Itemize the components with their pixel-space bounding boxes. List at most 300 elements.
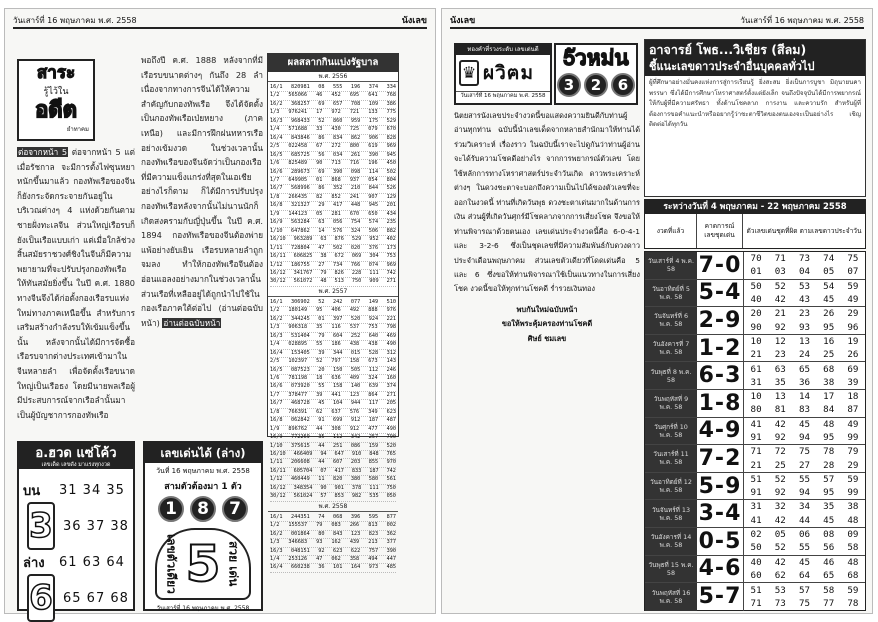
prediction-number: 59: [847, 280, 859, 292]
results-cell: 466409: [293, 451, 313, 458]
results-cell: 39: [316, 391, 323, 398]
results-cell: 924: [368, 315, 379, 322]
results-cell: 952: [369, 236, 379, 243]
prediction-number: 73: [774, 598, 786, 610]
results-row: [270, 367, 396, 375]
results-cell: 790: [386, 434, 396, 441]
results-cell: 001864: [291, 530, 310, 537]
results-cell: 63: [320, 236, 327, 243]
results-cell: 16/7: [270, 185, 283, 192]
ohw-prediction-box: [17, 441, 135, 618]
results-cell: 90: [316, 160, 323, 167]
results-cell: 123: [350, 530, 361, 537]
results-cell: 95: [316, 307, 323, 314]
results-cell: 907: [368, 193, 378, 200]
prediction-number: 64: [798, 569, 811, 581]
prediction-number: 10: [750, 335, 762, 347]
results-cell: 1/12: [270, 476, 283, 483]
prediction-number: 81: [774, 404, 786, 416]
prediction-number: 69: [847, 363, 859, 375]
results-cell: 16/4: [270, 134, 283, 141]
results-cell: 447: [386, 556, 396, 563]
prediction-number: 45: [798, 418, 811, 430]
prediction-number: 13: [798, 335, 811, 347]
prediction-number: 54: [823, 280, 835, 292]
prediction-number: 45: [798, 556, 811, 568]
results-cell: 158: [349, 358, 360, 365]
results-cell: 91: [318, 417, 325, 424]
results-cell: 1/6: [270, 374, 280, 381]
results-cell: 272: [331, 143, 341, 150]
results-cell: 438: [368, 341, 378, 348]
article-col2-text: พอถึงปี ค.ศ. 1888 หลังจากที่มีเรือรบขนาดต่างๆ กันถึง 28 ลำ เนื่องจากทางการจีนได้ให้ความสำคัญกับกองทัพเรือ จึงได้จัดตั้งเป็นกองทัพเรือเป่ยหยาง (ภาคเหนือ) และมีการฝึกฝนทหารเรืออย่างเข้มงวด ในช่วงเวลานั้นกองทัพเรือของจีนจัดว่าเป็นกองเรือที่มีความแข็งแกร่งที่สุดในเอเชีย อย่างไรก็ตาม ก็ได้มีการปรับปรุงกองทัพเรือหลังจากนั้นไม่นานนักก็เกิดสงครามกับญี่ปุ่นขึ้น ในปี ค.ศ. 1894 กองทัพเรือของจีนต้องพ่ายแพ้อย่างยับเยิน เรือรบหลายลำถูกจมลง ทำให้กองทัพเรือจีนต้องอ่อนแอลงอย่างมากในช่วงเวลานั้น ส่วนเรือที่เหลืออยู่ได้ถูกนำไปใช้ในกองเรือภาคใต้ต่อไป (อ่านต่อฉบับหน้า): [141, 55, 263, 328]
prediction-number: 21: [750, 349, 762, 361]
right-page-header: [450, 13, 864, 29]
prediction-number: 42: [774, 514, 786, 526]
results-row: [270, 177, 396, 185]
results-cell: 1/9: [270, 425, 280, 432]
logo-top-text: ทองคำที่รวงระดับ เลขเด่นดี: [456, 45, 550, 55]
lenden-single-digit: 5: [185, 535, 221, 593]
results-cell: 402: [386, 236, 396, 243]
results-cell: 35: [316, 324, 323, 331]
prediction-number: 58: [847, 542, 859, 554]
prediction-number: 78: [847, 598, 859, 610]
results-cell: 86: [318, 185, 325, 192]
results-cell: 261: [350, 151, 361, 158]
prediction-number: 55: [798, 542, 811, 554]
results-cell: 477: [368, 425, 378, 432]
results-cell: 513: [334, 278, 344, 285]
results-cell: 18: [316, 374, 323, 381]
results-cell: 158: [333, 383, 343, 390]
results-row: [270, 522, 396, 530]
results-cell: 912: [350, 417, 361, 424]
results-cell: 002: [386, 522, 396, 529]
prediction-pair: 5-9: [698, 473, 742, 499]
ajarn-paragraph: ผู้ที่ศึกษาอย่างมั่นคงแห่งการสู่การเรียนรู้ ยิ่งสะสม ยิ่งเป็นการบูชา มิถุนายนคาพรรษา ซึ่งได้มีการศึกษาโหราศาสตร์ตั้งแต่ยังเล็ก จนถึงปัจจุบันได้มีการพยากรณ์ให้กับผู้ที่มีความศรัทธา ทั้งด้านโชคลาภ การงาน และความรัก สำหรับผู้ที่ต้องการขอคำแนะนำหรืออยากรู้ว่าชะตาชีวิตของตนเองจะเป็นอย่างไร เชิญติดต่อได้ทุกวัน: [649, 79, 861, 128]
prediction-number: 41: [750, 514, 762, 526]
results-cell: 153405: [291, 349, 310, 356]
results-cell: 982: [351, 493, 362, 500]
prediction-number: 68: [823, 363, 835, 375]
results-cell: 766: [350, 261, 361, 268]
results-cell: 57: [320, 493, 327, 500]
results-cell: 864: [368, 391, 378, 398]
results-row: [270, 443, 396, 451]
results-cell: 695: [349, 92, 360, 99]
results-cell: 94: [320, 451, 327, 458]
results-cell: 844: [368, 185, 379, 192]
results-cell: 1/7: [270, 176, 280, 183]
results-cell: 069: [351, 253, 362, 260]
results-cell: 308: [331, 425, 341, 432]
results-cell: 439: [349, 539, 360, 546]
results-row: [270, 152, 396, 160]
results-cell: 377: [386, 539, 396, 546]
results-cell: 056: [333, 219, 343, 226]
results-cell: 203: [350, 459, 361, 466]
results-table-title: ผลสลากกินแบ่งรัฐบาล: [268, 54, 398, 72]
results-cell: 607: [333, 459, 343, 466]
results-cell: 647: [334, 451, 344, 458]
results-row: [270, 324, 396, 332]
prediction-date: วันศุกร์ที่ 10 พ.ค. 58: [645, 418, 697, 445]
prediction-number: 09: [847, 529, 859, 541]
prediction-number: 26: [847, 349, 859, 361]
results-cell: 281: [331, 210, 341, 217]
prediction-number: 27: [798, 459, 811, 471]
results-cell: 015: [350, 349, 361, 356]
results-cell: 92: [318, 547, 325, 554]
results-cell: 16/7: [270, 400, 283, 407]
prediction-number: 56: [823, 542, 835, 554]
results-cell: 374: [368, 84, 379, 90]
results-row: [270, 548, 396, 556]
results-cell: 833: [351, 467, 362, 474]
results-row: [270, 101, 396, 109]
results-cell: 909: [369, 278, 379, 285]
prediction-number: 60: [750, 569, 762, 581]
results-cell: 742: [386, 269, 396, 276]
results-row: [270, 514, 396, 522]
logo-name: ผวิฅม: [483, 62, 535, 84]
results-cell: 823: [368, 530, 379, 537]
results-cell: 213: [368, 539, 378, 546]
results-cell: 1/10: [270, 227, 283, 234]
results-cell: 757: [368, 547, 379, 554]
results-cell: 576: [349, 408, 360, 415]
prediction-number: 39: [847, 376, 859, 388]
results-cell: 386: [386, 100, 396, 107]
left-header-date: วันเสาร์ที่ 16 พฤษภาคม พ.ศ. 2558: [13, 15, 137, 25]
results-cell: 054: [368, 176, 378, 183]
results-cell: 104: [333, 400, 343, 407]
lenden-ball-2: 8: [190, 496, 216, 522]
results-row: [270, 434, 396, 442]
prediction-number: 40: [750, 294, 762, 306]
prediction-numbers: [743, 418, 865, 445]
ajarn-subtitle: ชี้แนะเลขดาวประจำอื่นบุคคลทั่วไป: [645, 60, 865, 76]
results-cell: 266: [349, 522, 360, 529]
magazine-logo: [454, 43, 552, 105]
results-cell: 52: [318, 298, 325, 305]
prediction-number: 05: [823, 266, 835, 278]
prediction-number: 57: [798, 584, 811, 596]
prediction-pair: 7-0: [698, 252, 742, 278]
results-row: [270, 253, 396, 261]
results-cell: 623: [333, 547, 343, 554]
results-cell: 969: [386, 261, 396, 268]
results-cell: 93: [316, 539, 323, 546]
prediction-number: 05: [774, 529, 786, 541]
left-page-header: [13, 13, 427, 29]
prediction-number: 38: [823, 376, 835, 388]
results-cell: 08: [318, 84, 325, 90]
results-cell: 077: [350, 298, 361, 305]
results-cell: 16/3: [270, 117, 283, 124]
results-cell: 647862: [291, 227, 310, 234]
prediction-date: วันพฤหัสที่ 9 พ.ค. 58: [645, 390, 697, 417]
prediction-number: 25: [774, 459, 786, 471]
results-cell: 271: [386, 391, 396, 398]
prediction-number: 36: [798, 376, 811, 388]
prediction-number: 95: [823, 321, 835, 333]
results-cell: 378: [351, 484, 362, 491]
results-cell: 1/4: [270, 341, 280, 348]
results-cell: 140: [350, 383, 361, 390]
prediction-number: 99: [847, 487, 859, 499]
results-cell: 772269: [291, 434, 310, 441]
prediction-pair: 3-4: [698, 501, 742, 527]
prediction-number: 04: [798, 266, 811, 278]
results-cell: 55: [318, 383, 325, 390]
lenden-prediction-box: [143, 441, 263, 611]
results-cell: 380: [350, 476, 361, 483]
results-cell: 52: [316, 358, 323, 365]
results-cell: 29: [318, 202, 325, 209]
prediction-number: 52: [774, 473, 786, 485]
results-cell: 324: [368, 374, 378, 381]
prediction-row: [645, 473, 865, 501]
results-cell: 563284: [291, 219, 310, 226]
results-cell: 304: [369, 253, 379, 260]
lenden-single-digit-box: [155, 528, 251, 600]
results-cell: 206608: [291, 459, 310, 466]
prediction-number: 21: [750, 459, 762, 471]
results-cell: 390: [368, 151, 379, 158]
results-cell: 775: [386, 109, 396, 116]
prediction-number: 75: [798, 598, 811, 610]
results-cell: 945: [386, 151, 396, 158]
results-cell: 813: [368, 522, 378, 529]
results-cell: 235: [386, 219, 396, 226]
results-cell: 344245: [291, 315, 310, 322]
prediction-number: 51: [750, 473, 762, 485]
results-cell: 531404: [291, 332, 310, 339]
results-cell: 16/6: [270, 383, 283, 390]
results-cell: 901: [334, 484, 344, 491]
results-cell: 660238: [291, 564, 310, 571]
ajarn-box: [644, 39, 866, 197]
prediction-numbers: [743, 528, 865, 555]
results-cell: 16/3: [270, 332, 283, 339]
results-cell: 843846: [291, 134, 310, 141]
results-cell: 561072: [293, 278, 313, 285]
predictions-title: ระหว่างวันที่ 4 พฤษภาคม - 22 พฤษภาคม 2558: [645, 200, 865, 214]
results-cell: 083: [331, 522, 341, 529]
left-header-brand: นังเลข: [401, 16, 427, 26]
results-cell: 112: [333, 434, 343, 441]
results-cell: 959: [350, 117, 361, 124]
results-cell: 574: [368, 219, 379, 226]
prediction-row: [645, 335, 865, 363]
results-row: [270, 185, 396, 193]
results-cell: 641: [368, 92, 378, 99]
results-cell: 109: [368, 100, 379, 107]
results-cell: 1/8: [270, 408, 280, 415]
results-cell: 56: [318, 151, 325, 158]
results-cell: 852: [331, 193, 341, 200]
results-cell: 963289: [293, 236, 313, 243]
prediction-pair: 1-2: [698, 335, 742, 361]
lenden-ball-1: 1: [158, 496, 184, 522]
lenden-subtitle: สามตัวต้องมา 1 ตัว: [164, 482, 242, 492]
results-cell: 180149: [288, 307, 308, 314]
results-cell: 468728: [291, 400, 310, 407]
results-cell: 650: [368, 210, 378, 217]
prediction-number: 40: [750, 556, 762, 568]
prediction-pair: 7-2: [698, 445, 742, 471]
results-cell: 605704: [293, 467, 313, 474]
results-cell: 753: [386, 253, 396, 260]
prediction-number: 92: [774, 487, 786, 499]
results-row: [270, 219, 396, 227]
results-cell: 098: [350, 168, 361, 175]
prediction-number: 74: [823, 253, 835, 265]
results-cell: 16/8: [270, 417, 283, 424]
prediction-date: วันพุธที่ 8 พ.ค. 58: [645, 362, 697, 389]
results-cell: 048151: [291, 547, 310, 554]
results-cell: 766391: [288, 408, 308, 415]
results-cell: 713: [331, 160, 341, 167]
results-cell: 35: [318, 434, 325, 441]
results-cell: 378477: [288, 391, 308, 398]
prediction-number: 34: [798, 501, 811, 513]
results-cell: 16/5: [270, 366, 283, 373]
results-cell: 074: [368, 261, 379, 268]
prediction-number: 70: [750, 253, 762, 265]
results-row: [270, 400, 396, 408]
results-cell: 205: [386, 400, 396, 407]
results-cell: 129: [386, 193, 396, 200]
results-cell: 16/3: [270, 547, 283, 554]
right-page: [441, 8, 873, 614]
prediction-row: [645, 500, 865, 528]
results-cell: 969: [386, 143, 396, 150]
results-cell: 62: [316, 408, 323, 415]
results-cell: 16/1: [270, 298, 283, 305]
results-cell: 210: [350, 185, 361, 192]
results-cell: 820981: [291, 84, 310, 90]
results-cell: 520: [386, 442, 396, 449]
prediction-number: 59: [847, 473, 859, 485]
results-cell: 242: [333, 298, 343, 305]
results-cell: 062842: [291, 417, 310, 424]
results-cell: 16/9: [270, 434, 283, 441]
right-article: [454, 109, 640, 601]
results-cell: 16/1: [270, 84, 283, 90]
results-cell: 164: [350, 564, 361, 571]
prediction-number: 68: [847, 569, 859, 581]
results-cell: 186755: [291, 261, 310, 268]
prediction-number: 29: [847, 308, 859, 320]
results-cell: 344: [333, 349, 343, 356]
ohw-subtitle: เลขเด็ด เลขดัง มาแรงทุกงวด: [19, 462, 133, 469]
results-cell: 271: [386, 278, 396, 285]
results-cell: 781198: [288, 374, 308, 381]
prediction-pair: 1-8: [698, 390, 742, 416]
results-cell: 1/3: [270, 539, 280, 546]
results-cell: 173: [386, 244, 396, 251]
results-row: [270, 126, 396, 134]
results-row: [270, 375, 396, 383]
results-year-2557: พ.ศ. 2557: [268, 287, 398, 297]
results-cell: 062: [331, 556, 341, 563]
results-cell: 561024: [293, 493, 313, 500]
results-cell: 102397: [288, 358, 308, 365]
prediction-number: 94: [798, 432, 811, 443]
results-cell: 160: [386, 374, 396, 381]
results-cell: 555: [333, 84, 343, 90]
prediction-number: 16: [823, 335, 835, 347]
results-cell: 362: [386, 530, 396, 537]
results-cell: 16/6: [270, 168, 283, 175]
results-cell: 896762: [288, 425, 308, 432]
results-cell: 16/5: [270, 151, 283, 158]
results-cell: 123: [349, 391, 360, 398]
predictions-header: [644, 199, 866, 249]
prediction-numbers: [743, 362, 865, 389]
prediction-number: 32: [774, 501, 786, 513]
results-cell: 111: [369, 484, 379, 491]
results-cell: 80: [318, 530, 325, 537]
results-cell: 16/4: [270, 564, 283, 571]
results-cell: 86: [318, 134, 325, 141]
prediction-number: 24: [798, 349, 811, 361]
prediction-number: 49: [847, 294, 859, 306]
results-row: [270, 278, 396, 286]
results-cell: 968433: [291, 117, 310, 124]
prediction-number: 46: [823, 556, 835, 568]
prediction-number: 17: [823, 391, 835, 403]
results-cell: 448: [350, 202, 361, 209]
results-row: [270, 236, 396, 244]
results-cell: 506: [368, 227, 379, 234]
results-row: [270, 358, 396, 366]
prediction-number: 23: [798, 308, 811, 320]
results-row: [270, 307, 396, 315]
results-cell: 159: [368, 442, 379, 449]
prediction-number: 06: [798, 529, 811, 541]
prediction-number: 35: [823, 501, 835, 513]
right-header-brand: นังเลข: [450, 16, 476, 26]
results-cell: 430: [331, 126, 341, 133]
results-cell: 485: [386, 564, 396, 571]
logo-date: วันเสาร์ที่ 16 พฤษภาคม พ.ศ. 2558: [456, 91, 550, 101]
results-cell: 52: [318, 117, 325, 124]
results-row: [270, 426, 396, 434]
results-row: [270, 84, 396, 92]
results-row: [270, 92, 396, 100]
prediction-number: 49: [847, 418, 859, 430]
prediction-row: [645, 280, 865, 308]
results-cell: 133: [368, 109, 378, 116]
results-cell: 490: [386, 341, 396, 348]
prediction-number: 26: [823, 308, 835, 320]
results-row: [270, 135, 396, 143]
results-cell: 828: [386, 134, 396, 141]
results-row: [270, 350, 396, 358]
results-cell: 2/5: [270, 143, 280, 150]
results-cell: 469: [386, 332, 396, 339]
prediction-number: 58: [823, 584, 835, 596]
prediction-number: 14: [798, 391, 811, 403]
prediction-numbers: [743, 583, 865, 611]
prediction-numbers: [743, 307, 865, 334]
results-cell: 175: [368, 117, 379, 124]
prediction-number: 57: [823, 473, 835, 485]
